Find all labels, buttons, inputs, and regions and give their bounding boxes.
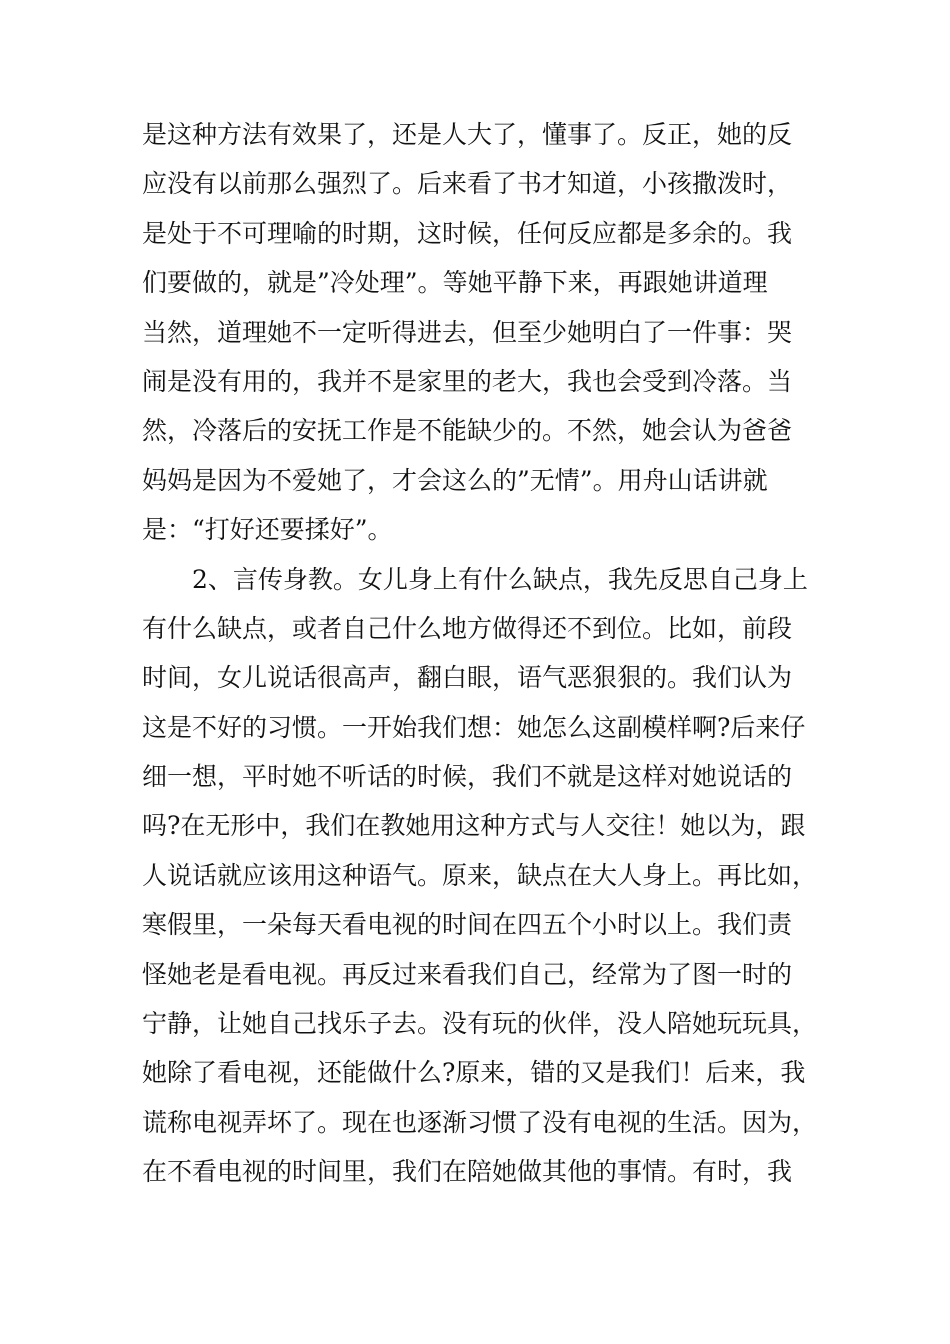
- text-line: 妈妈是因为不爱她了，才会这么的”无情”。用舟山话讲就: [142, 465, 768, 495]
- text-line: 吗?在无形中，我们在教她用这种方式与人交往！她以为，跟: [142, 811, 806, 841]
- text-line: 宁静，让她自己找乐子去。没有玩的伙伴，没人陪她玩玩具，: [142, 1009, 818, 1039]
- text-line: 这是不好的习惯。一开始我们想：她怎么这副模样啊?后来仔: [142, 712, 806, 742]
- text-line: 闹是没有用的，我并不是家里的老大，我也会受到冷落。当: [142, 366, 793, 396]
- text-line: 是这种方法有效果了，还是人大了，懂事了。反正，她的反: [142, 120, 793, 149]
- text-line: 怪她老是看电视。再反过来看我们自己，经常为了图一时的: [142, 959, 793, 989]
- text-line: 是：“打好还要揉好”。: [142, 515, 393, 545]
- text-line: 当然，道理她不一定听得进去，但至少她明白了一件事：哭: [142, 317, 793, 347]
- text-line: 谎称电视弄坏了。现在也逐渐习惯了没有电视的生活。因为，: [142, 1107, 818, 1137]
- text-line: 她除了看电视，还能做什么?原来，错的又是我们！后来，我: [142, 1058, 806, 1088]
- text-line: 然，冷落后的安抚工作是不能缺少的。不然，她会认为爸爸: [142, 416, 793, 446]
- text-line: 时间，女儿说话很高声，翻白眼，语气恶狠狠的。我们认为: [142, 663, 793, 693]
- text-line: 寒假里，一朵每天看电视的时间在四五个小时以上。我们责: [142, 910, 793, 940]
- body-text: [142, 110, 822, 1197]
- text-line: 2、言传身教。女儿身上有什么缺点，我先反思自己身上: [142, 564, 808, 594]
- text-line: 们要做的，就是”冷处理”。等她平静下来，再跟她讲道理: [142, 268, 768, 298]
- text-line: 细一想，平时她不听话的时候，我们不就是这样对她说话的: [142, 762, 793, 792]
- text-line: 人说话就应该用这种语气。原来，缺点在大人身上。再比如，: [142, 860, 818, 890]
- text-line: 应没有以前那么强烈了。后来看了书才知道，小孩撒泼时，: [142, 169, 793, 199]
- text-line: 是处于不可理喻的时期，这时候，任何反应都是多余的。我: [142, 218, 793, 248]
- text-line: 在不看电视的时间里，我们在陪她做其他的事情。有时，我: [142, 1157, 793, 1187]
- text-line: 有什么缺点，或者自己什么地方做得还不到位。比如，前段: [142, 613, 793, 643]
